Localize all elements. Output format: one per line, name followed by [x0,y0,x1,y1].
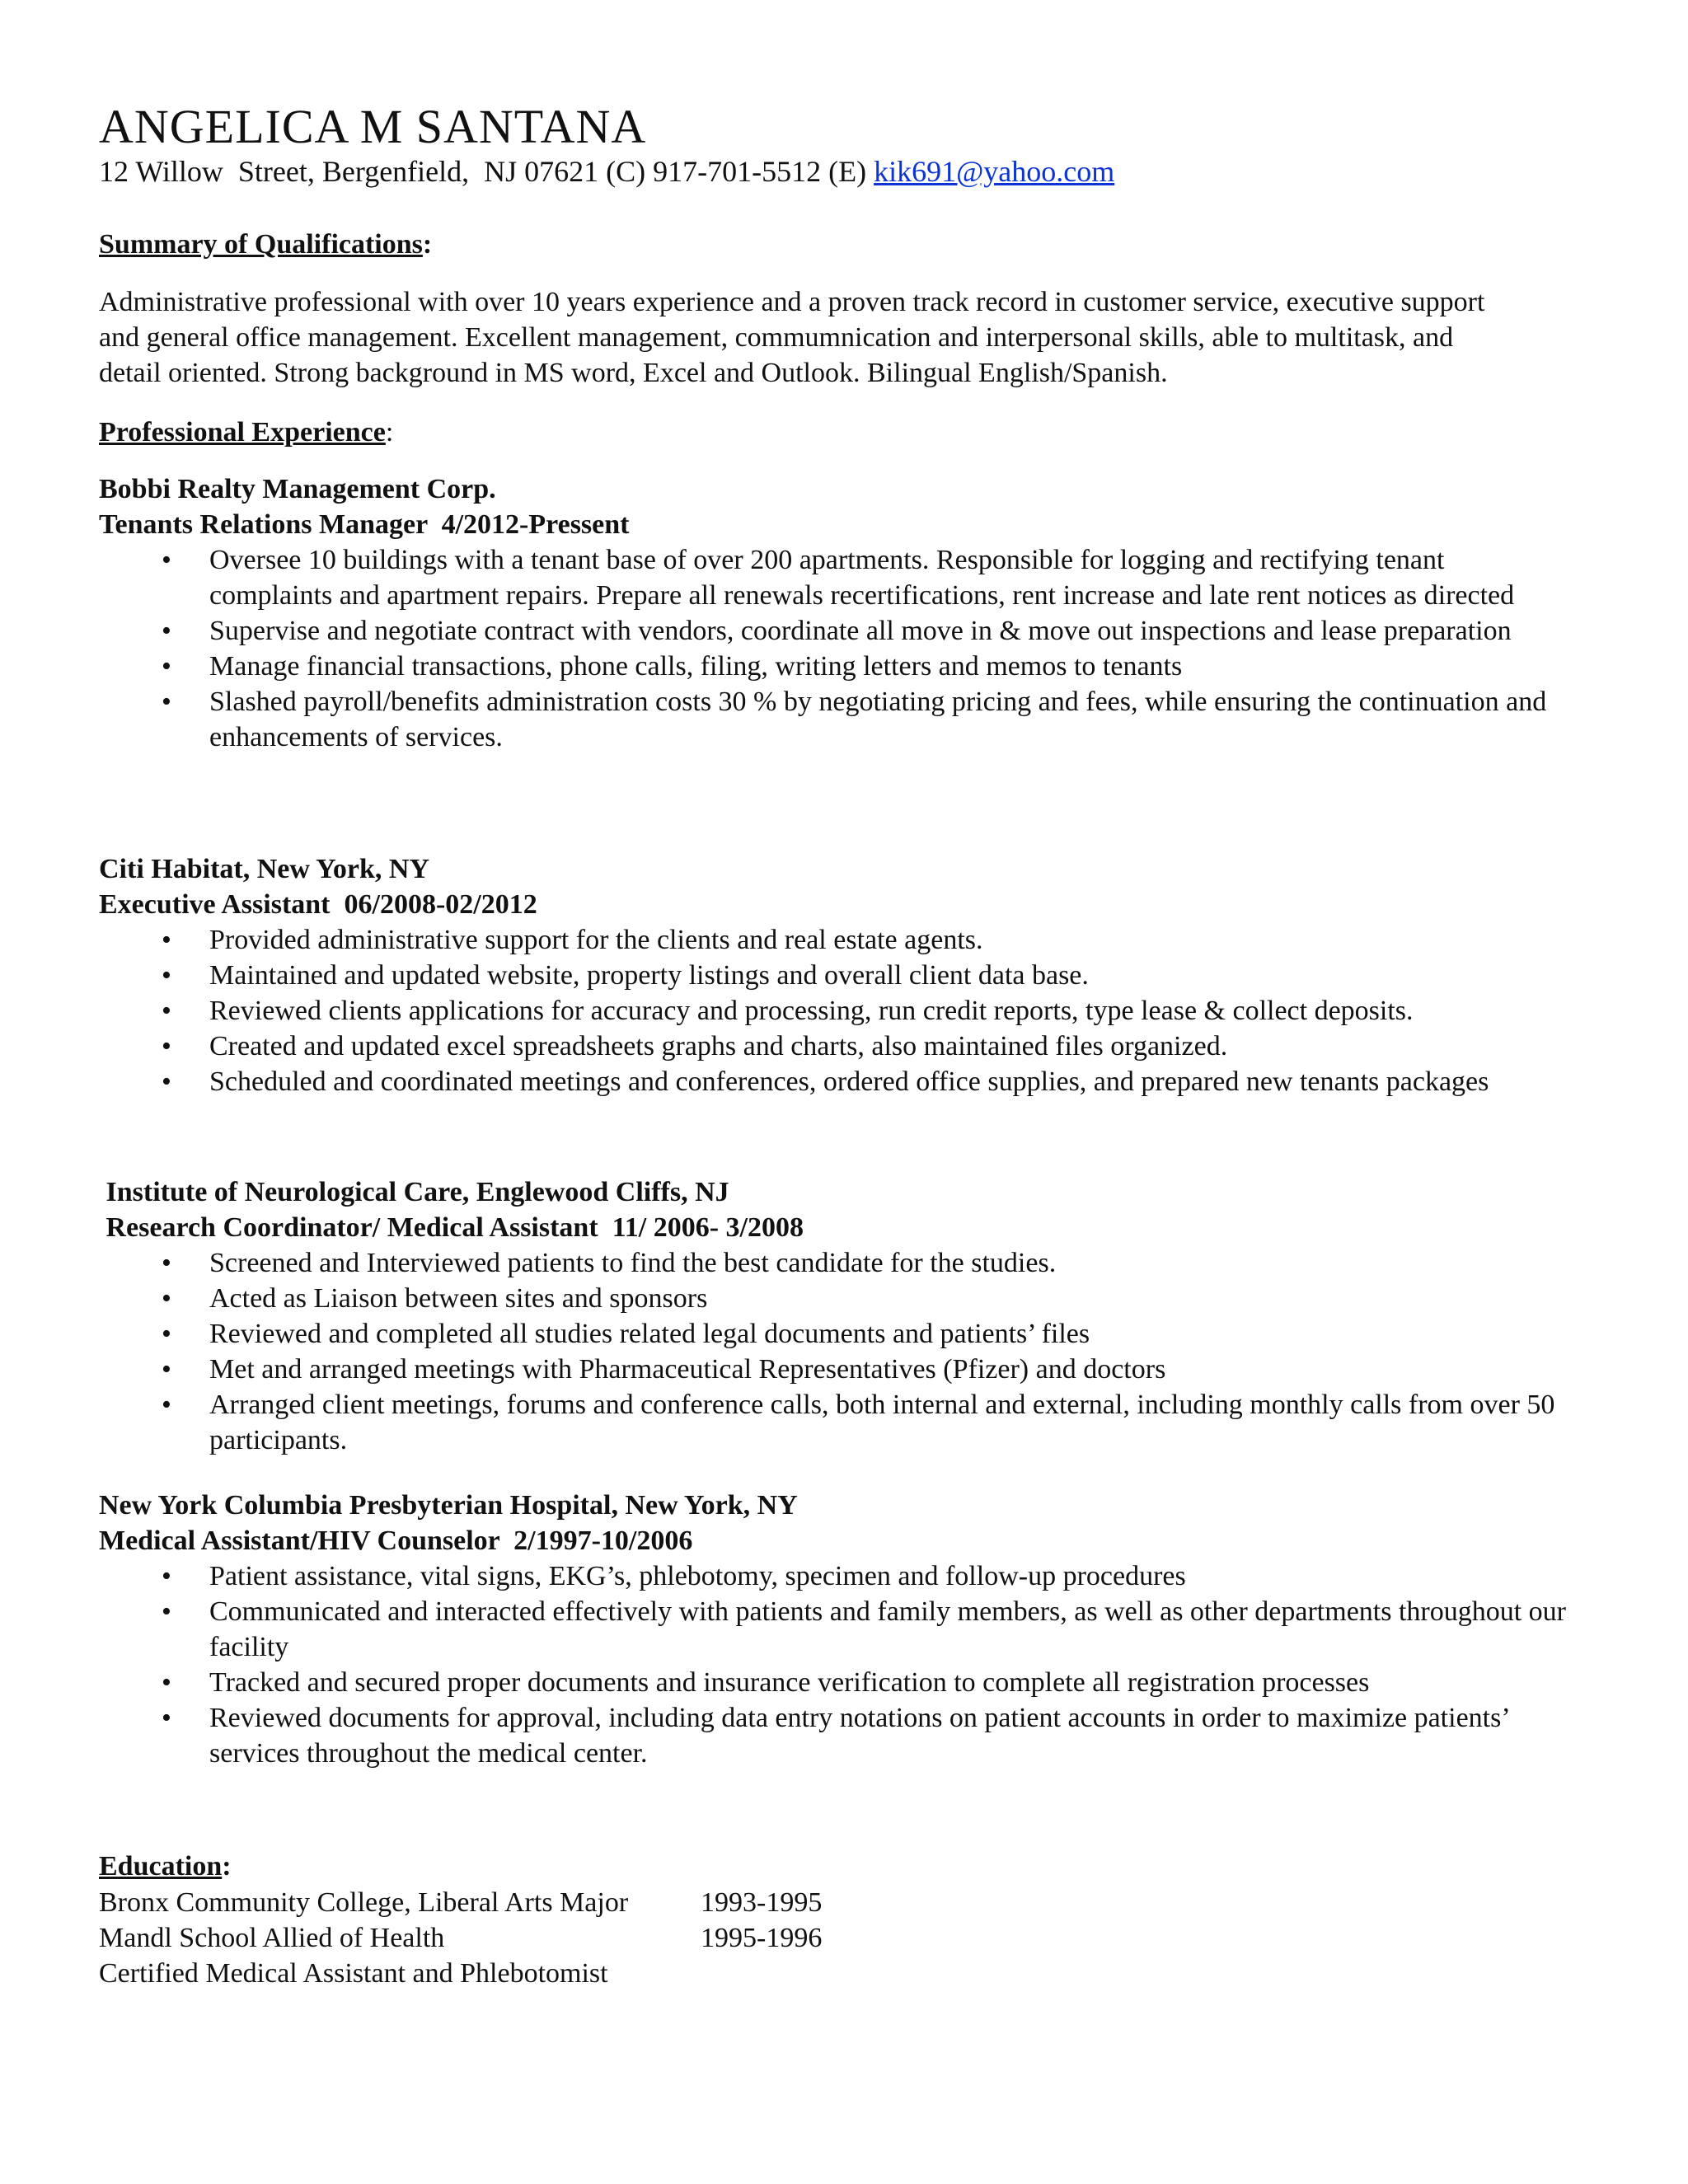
job-title: Executive Assistant 06/2008-02/2012 [99,889,537,920]
email-link[interactable]: kik691@yahoo.com [874,155,1115,188]
bullet-item: • Communicated and interacted effectively with patients and family members, as well as other departments throughout our facility [99,1594,1574,1665]
job-citi-habitat [99,851,1574,1099]
job-title: Tenants Relations Manager 4/2012-Pressent [99,509,630,540]
education-heading-text: Education [99,1851,223,1882]
bullet-item: • Slashed payroll/benefits administration costs 30 % by negotiating pricing and fees, while ensuring the continuation and enhancements of services. [99,684,1574,755]
education-heading [99,1849,1574,1885]
bullet-item: • Manage financial transactions, phone calls, filing, writing letters and memos to tenants [99,649,1574,684]
education-row [99,1885,1574,1920]
bullet-item: • Reviewed clients applications for accuracy and processing, run credit reports, type lease & collect deposits. [99,993,1574,1029]
job-company: Bobbi Realty Management Corp. [99,474,496,504]
bullet-item: • Patient assistance, vital signs, EKG’s, phlebotomy, specimen and follow-up procedures [99,1558,1574,1594]
experience-heading [99,415,1574,451]
job-title: Research Coordinator/ Medical Assistant 11/ 2006- 3/2008 [99,1212,804,1243]
job-columbia-presbyterian [99,1488,1574,1771]
education-heading-colon: : [222,1851,232,1882]
bullet-item: • Tracked and secured proper documents and insurance verification to complete all registration processes [99,1665,1574,1700]
job-bobbi-realty [99,471,1574,755]
job-company: Institute of Neurological Care, Englewood Cliffs, NJ [99,1177,729,1207]
education-school: Bronx Community College, Liberal Arts Major [99,1887,629,1918]
job-bullets [99,542,1574,755]
bullet-item: • Reviewed documents for approval, including data entry notations on patient accounts in order to maximize patients’ services throughout the medical center. [99,1700,1574,1771]
education-years: 1995-1996 [701,1923,823,1953]
job-bullets [99,1245,1574,1458]
bullet-item: • Screened and Interviewed patients to find the best candidate for the studies. [99,1245,1574,1281]
resume-name: ANGELICA M SANTANA [99,100,647,153]
bullet-item: • Acted as Liaison between sites and sponsors [99,1281,1574,1316]
summary-text: Administrative professional with over 10 years experience and a proven track record in customer service, executive support and general office management. Excellent management, commumnication and interpersonal skills, able to multitask, and detail oriented. Strong background in MS word, Excel and Outlook. Bilingual English/Spanish. [99,287,1485,388]
contact-address: 12 Willow Street, Bergenfield, NJ 07621 (C) 917-701-5512 (E) [99,155,874,188]
bullet-item: • Maintained and updated website, property listings and overall client data base. [99,958,1574,993]
education-certification: Certified Medical Assistant and Phlebotomist [99,1958,608,1989]
bullet-item: • Provided administrative support for the clients and real estate agents. [99,922,1574,958]
summary-heading-colon: : [422,229,433,260]
contact-line [99,152,1574,190]
job-title: Medical Assistant/HIV Counselor 2/1997-10/2006 [99,1526,693,1556]
education-years: 1993-1995 [701,1887,823,1918]
experience-heading-colon: : [385,417,394,448]
education-school: Mandl School Allied of Health [99,1923,445,1953]
summary-heading [99,227,1574,263]
job-institute-neurological-care [99,1174,1574,1458]
education-list [99,1885,1574,1991]
bullet-item: • Arranged client meetings, forums and conference calls, both internal and external, including monthly calls from over 50 participants. [99,1387,1574,1458]
job-company: New York Columbia Presbyterian Hospital, New York, NY [99,1490,798,1521]
bullet-item: • Reviewed and completed all studies related legal documents and patients’ files [99,1316,1574,1352]
job-bullets [99,922,1574,1099]
bullet-item: • Supervise and negotiate contract with vendors, coordinate all move in & move out inspections and lease preparation [99,613,1574,649]
bullet-item: • Scheduled and coordinated meetings and conferences, ordered office supplies, and prepared new tenants packages [99,1064,1574,1099]
bullet-item: • Met and arranged meetings with Pharmaceutical Representatives (Pfizer) and doctors [99,1352,1574,1387]
experience-heading-text: Professional Experience [99,417,386,448]
bullet-item: • Created and updated excel spreadsheets graphs and charts, also maintained files organized. [99,1029,1574,1064]
job-company: Citi Habitat, New York, NY [99,854,430,884]
job-bullets [99,1558,1574,1771]
bullet-item: • Oversee 10 buildings with a tenant base of over 200 apartments. Responsible for logging and rectifying tenant complaints and apartment repairs. Prepare all renewals recertifications, rent increase and late rent notices as directed [99,542,1574,613]
summary-heading-text: Summary of Qualifications [99,229,423,260]
education-row [99,1920,1574,1956]
